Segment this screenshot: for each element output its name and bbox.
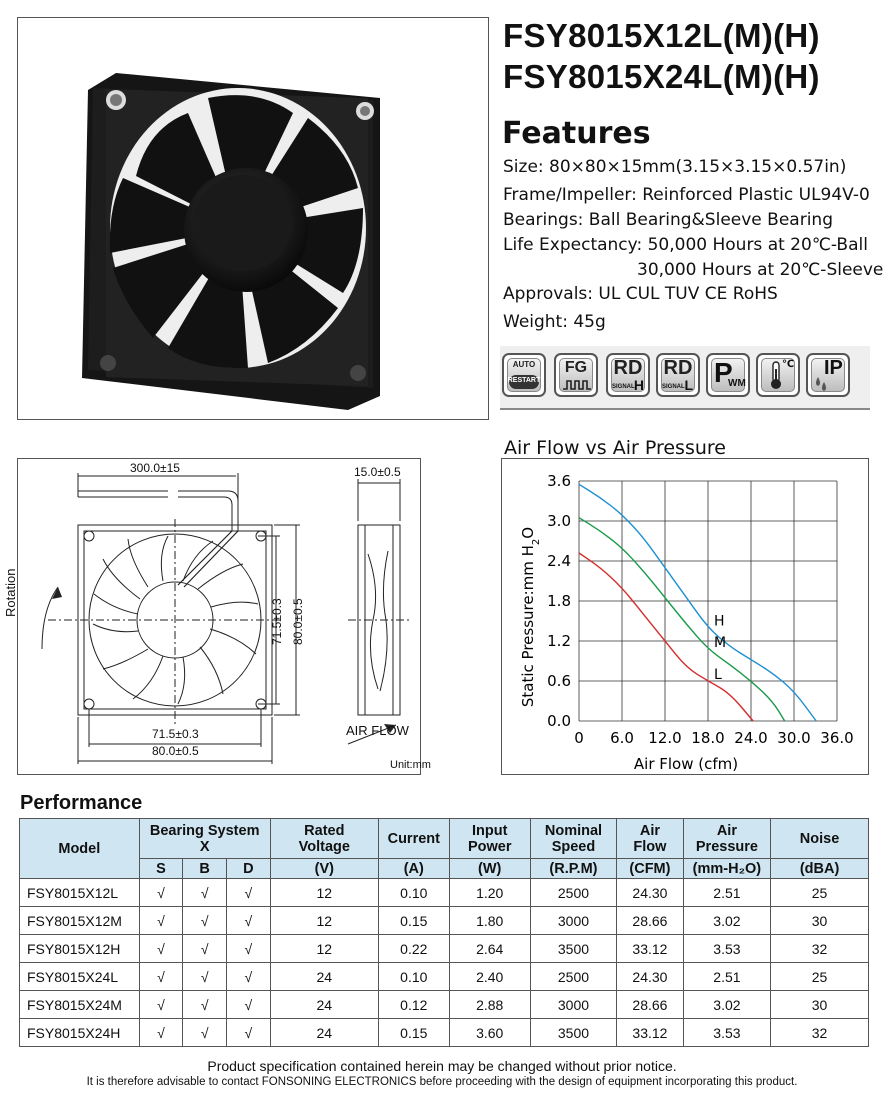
- cell-flow: 28.66: [617, 907, 684, 935]
- unit-flow: (CFM): [617, 859, 684, 879]
- cell-power: 2.64: [449, 935, 530, 963]
- y-tick-label: 2.4: [547, 552, 571, 570]
- feature-bearings: Bearings: Ball Bearing&Sleeve Bearing: [503, 210, 833, 230]
- chart-frame: [501, 458, 869, 775]
- table-row: [20, 991, 869, 1019]
- cell-pressure: 2.51: [683, 879, 770, 907]
- table-row: [20, 963, 869, 991]
- cell-pressure: 3.02: [683, 991, 770, 1019]
- cell-flow: 28.66: [617, 991, 684, 1019]
- cell-current: 0.10: [378, 963, 449, 991]
- feature-frame: Frame/Impeller: Reinforced Plastic UL94V-0: [503, 185, 870, 205]
- cell-s: √: [139, 907, 183, 935]
- unit-voltage: (V): [270, 859, 378, 879]
- footer-notice: Product specification contained herein may be changed without prior notice.: [207, 1058, 677, 1074]
- y-axis-label: Static Pressure:mm $H_2O$: [519, 526, 542, 708]
- x-tick-label: 6.0: [610, 729, 634, 747]
- feature-approvals: Approvals: UL CUL TUV CE RoHS: [503, 284, 778, 304]
- footer-advice: It is therefore advisable to contact FONSONING ELECTRONICS before proceeding with the design of equipment incorporating this product.: [86, 1076, 798, 1088]
- cell-model: FSY8015X24L: [20, 963, 140, 991]
- header-model: Model: [20, 819, 140, 879]
- cell-model: FSY8015X12L: [20, 879, 140, 907]
- cell-power: 2.40: [449, 963, 530, 991]
- unit-current: (A): [378, 859, 449, 879]
- cell-noise: 25: [771, 879, 869, 907]
- table-row: [20, 879, 869, 907]
- header-speed: Nominal Speed: [530, 819, 616, 859]
- feature-size: Size: 80×80×15mm(3.15×3.15×0.57in): [503, 157, 847, 177]
- header-flow: Air Flow: [617, 819, 684, 859]
- cell-d: √: [227, 1019, 271, 1047]
- series-label-m: M: [714, 635, 727, 651]
- header-d: D: [227, 859, 271, 879]
- cell-noise: 30: [771, 991, 869, 1019]
- auto-restart-icon: AUTO RESTART: [502, 353, 546, 397]
- cell-current: 0.10: [378, 879, 449, 907]
- cell-b: √: [183, 879, 227, 907]
- cell-pressure: 2.51: [683, 963, 770, 991]
- cell-voltage: 24: [270, 991, 378, 1019]
- cell-flow: 33.12: [617, 935, 684, 963]
- unit-speed: (R.P.M): [530, 859, 616, 879]
- cell-d: √: [227, 991, 271, 1019]
- feature-weight: Weight: 45g: [503, 312, 606, 332]
- cell-pressure: 3.02: [683, 907, 770, 935]
- features-heading: Features: [502, 116, 651, 151]
- cell-speed: 2500: [530, 879, 616, 907]
- x-tick-label: 12.0: [648, 729, 682, 747]
- hole-spacing-h-label: 71.5±0.3: [152, 727, 199, 741]
- x-tick-label: 30.0: [777, 729, 811, 747]
- airflow-label: AIR FLOW: [346, 723, 409, 738]
- series-line-h: [579, 484, 816, 721]
- cell-current: 0.15: [378, 1019, 449, 1047]
- airflow-pressure-chart: [502, 459, 868, 774]
- y-tick-label: 3.6: [547, 472, 571, 490]
- y-tick-label: 0.6: [547, 672, 571, 690]
- cable-length-label: 300.0±15: [130, 461, 180, 475]
- cell-model: FSY8015X24H: [20, 1019, 140, 1047]
- series-line-l: [579, 553, 753, 721]
- x-tick-label: 0: [574, 729, 584, 747]
- performance-table: [19, 818, 869, 1047]
- cell-pressure: 3.53: [683, 935, 770, 963]
- frame-size-h-label: 80.0±0.5: [152, 744, 199, 758]
- cell-flow: 33.12: [617, 1019, 684, 1047]
- cell-b: √: [183, 1019, 227, 1047]
- hole-spacing-v-label: 71.5±0.3: [270, 598, 284, 645]
- thermometer-icon: ℃: [756, 353, 800, 397]
- pulse-wave-icon: [563, 379, 591, 391]
- series-label-h: H: [714, 613, 725, 630]
- model-title-12v: FSY8015X12L(M)(H): [503, 17, 820, 54]
- cell-current: 0.22: [378, 935, 449, 963]
- ip-rating-icon: IP: [806, 353, 850, 397]
- cell-power: 2.88: [449, 991, 530, 1019]
- rotation-label: Rotation: [3, 568, 18, 617]
- cell-b: √: [183, 991, 227, 1019]
- unit-power: (W): [449, 859, 530, 879]
- header-b: B: [183, 859, 227, 879]
- cell-s: √: [139, 963, 183, 991]
- header-bearing: Bearing System X: [139, 819, 270, 859]
- cell-speed: 2500: [530, 963, 616, 991]
- cell-power: 1.20: [449, 879, 530, 907]
- y-tick-label: 3.0: [547, 512, 571, 530]
- cell-s: √: [139, 879, 183, 907]
- cell-power: 1.80: [449, 907, 530, 935]
- cell-noise: 25: [771, 963, 869, 991]
- cell-b: √: [183, 963, 227, 991]
- cell-current: 0.12: [378, 991, 449, 1019]
- cell-voltage: 12: [270, 879, 378, 907]
- fg-signal-icon: FG: [554, 353, 598, 397]
- cell-d: √: [227, 907, 271, 935]
- header-noise: Noise: [771, 819, 869, 859]
- y-tick-label: 1.2: [547, 632, 571, 650]
- cell-b: √: [183, 907, 227, 935]
- cell-pressure: 3.53: [683, 1019, 770, 1047]
- cell-noise: 30: [771, 907, 869, 935]
- cell-d: √: [227, 879, 271, 907]
- table-row: [20, 1019, 869, 1047]
- unit-pressure: (mm-H₂O): [683, 859, 770, 879]
- cell-speed: 3500: [530, 1019, 616, 1047]
- fan-photo: [18, 18, 488, 419]
- cell-s: √: [139, 1019, 183, 1047]
- cell-voltage: 24: [270, 1019, 378, 1047]
- y-tick-label: 0.0: [547, 712, 571, 730]
- header-s: S: [139, 859, 183, 879]
- cell-flow: 24.30: [617, 879, 684, 907]
- feature-life: Life Expectancy: 50,000 Hours at 20℃-Ball: [503, 235, 868, 255]
- series-label-l: L: [714, 667, 722, 683]
- header-current: Current: [378, 819, 449, 859]
- cell-speed: 3000: [530, 991, 616, 1019]
- water-drops-icon: [813, 375, 829, 393]
- rd-signal-h-icon: RD SIGNAL H: [606, 353, 650, 397]
- cell-b: √: [183, 935, 227, 963]
- cell-d: √: [227, 963, 271, 991]
- header-pressure: Air Pressure: [683, 819, 770, 859]
- frame-size-v-label: 80.0±0.5: [291, 598, 305, 645]
- x-tick-label: 18.0: [691, 729, 725, 747]
- cell-power: 3.60: [449, 1019, 530, 1047]
- cell-voltage: 12: [270, 907, 378, 935]
- cell-flow: 24.30: [617, 963, 684, 991]
- performance-heading: Performance: [20, 792, 143, 814]
- cell-speed: 3000: [530, 907, 616, 935]
- x-axis-label: Air Flow (cfm): [633, 755, 739, 773]
- table-row: [20, 935, 869, 963]
- cell-current: 0.15: [378, 907, 449, 935]
- cell-voltage: 24: [270, 963, 378, 991]
- product-photo-frame: [17, 17, 489, 420]
- cell-model: FSY8015X24M: [20, 991, 140, 1019]
- pwm-icon: P WM: [706, 353, 750, 397]
- cell-noise: 32: [771, 1019, 869, 1047]
- series-line-m: [579, 518, 785, 721]
- dimension-drawing-frame: [3, 458, 431, 775]
- cell-noise: 32: [771, 935, 869, 963]
- feature-life-sleeve: 30,000 Hours at 20℃-Sleeve: [637, 260, 884, 280]
- header-power: Input Power: [449, 819, 530, 859]
- cell-model: FSY8015X12M: [20, 907, 140, 935]
- unit-noise: (dBA): [771, 859, 869, 879]
- cell-s: √: [139, 991, 183, 1019]
- header-voltage: Rated Voltage: [270, 819, 378, 859]
- model-title-24v: FSY8015X24L(M)(H): [503, 58, 820, 95]
- cell-d: √: [227, 935, 271, 963]
- cell-speed: 3500: [530, 935, 616, 963]
- x-tick-label: 36.0: [820, 729, 854, 747]
- unit-label: Unit:mm: [390, 759, 431, 771]
- cell-s: √: [139, 935, 183, 963]
- y-tick-label: 1.8: [547, 592, 571, 610]
- table-row: [20, 907, 869, 935]
- rd-signal-l-icon: RD SIGNAL L: [656, 353, 700, 397]
- cell-model: FSY8015X12H: [20, 935, 140, 963]
- x-tick-label: 24.0: [734, 729, 768, 747]
- thickness-label: 15.0±0.5: [354, 465, 401, 479]
- chart-title: Air Flow vs Air Pressure: [504, 437, 726, 459]
- cell-voltage: 12: [270, 935, 378, 963]
